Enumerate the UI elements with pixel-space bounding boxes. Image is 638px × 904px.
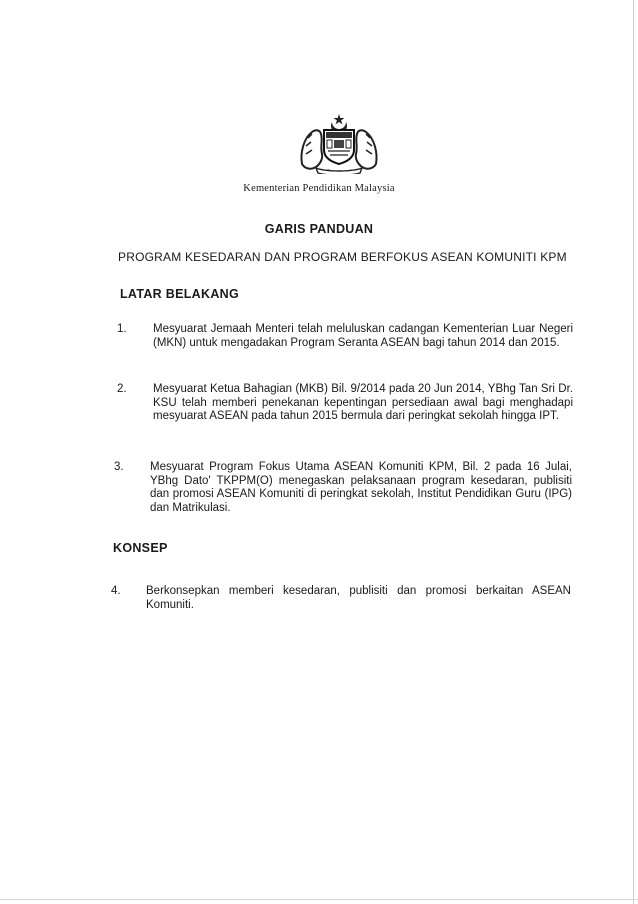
malaysia-coat-of-arms-icon xyxy=(296,112,382,174)
document-title: GARIS PANDUAN xyxy=(264,222,374,236)
paragraph-text: Mesyuarat Program Fokus Utama ASEAN Komuniti KPM, Bil. 2 pada 16 Julai, YBhg Dato' TKPPM(O) menegaskan pelaksanaan program kesedaran, publisiti dan promosi ASEAN Komuniti di peringkat sekolah, Institut Pendidikan Guru (IPG) dan Matrikulasi. xyxy=(150,461,572,514)
paragraph-number: 3. xyxy=(114,461,124,473)
paragraph-number: 4. xyxy=(111,585,121,597)
scan-edge-bottom xyxy=(0,899,638,900)
paragraph-text: Mesyuarat Jemaah Menteri telah meluluskan cadangan Kementerian Luar Negeri (MKN) untuk mengadakan Program Seranta ASEAN bagi tahun 2014 dan 2015. xyxy=(153,323,573,349)
scan-edge-right xyxy=(633,0,634,904)
paragraph-number: 1. xyxy=(117,323,127,335)
section-heading-konsep: KONSEP xyxy=(113,541,168,555)
section-heading-latar-belakang: LATAR BELAKANG xyxy=(120,287,240,301)
paragraph-text: Mesyuarat Ketua Bahagian (MKB) Bil. 9/2014 pada 20 Jun 2014, YBhg Tan Sri Dr. KSU telah memberi penekanan kepentingan persediaan awal bagi menghadapi mesyuarat ASEAN pada tahun 2015 bermula dari peringkat sekolah hingga IPT. xyxy=(153,383,573,422)
paragraph-text: Berkonsepkan memberi kesedaran, publisiti dan promosi berkaitan ASEAN Komuniti. xyxy=(146,585,571,611)
document-subtitle: PROGRAM KESEDARAN DAN PROGRAM BERFOKUS ASEAN KOMUNITI KPM xyxy=(118,250,567,264)
paragraph-number: 2. xyxy=(117,383,127,395)
ministry-name: Kementerian Pendidikan Malaysia xyxy=(243,183,395,194)
